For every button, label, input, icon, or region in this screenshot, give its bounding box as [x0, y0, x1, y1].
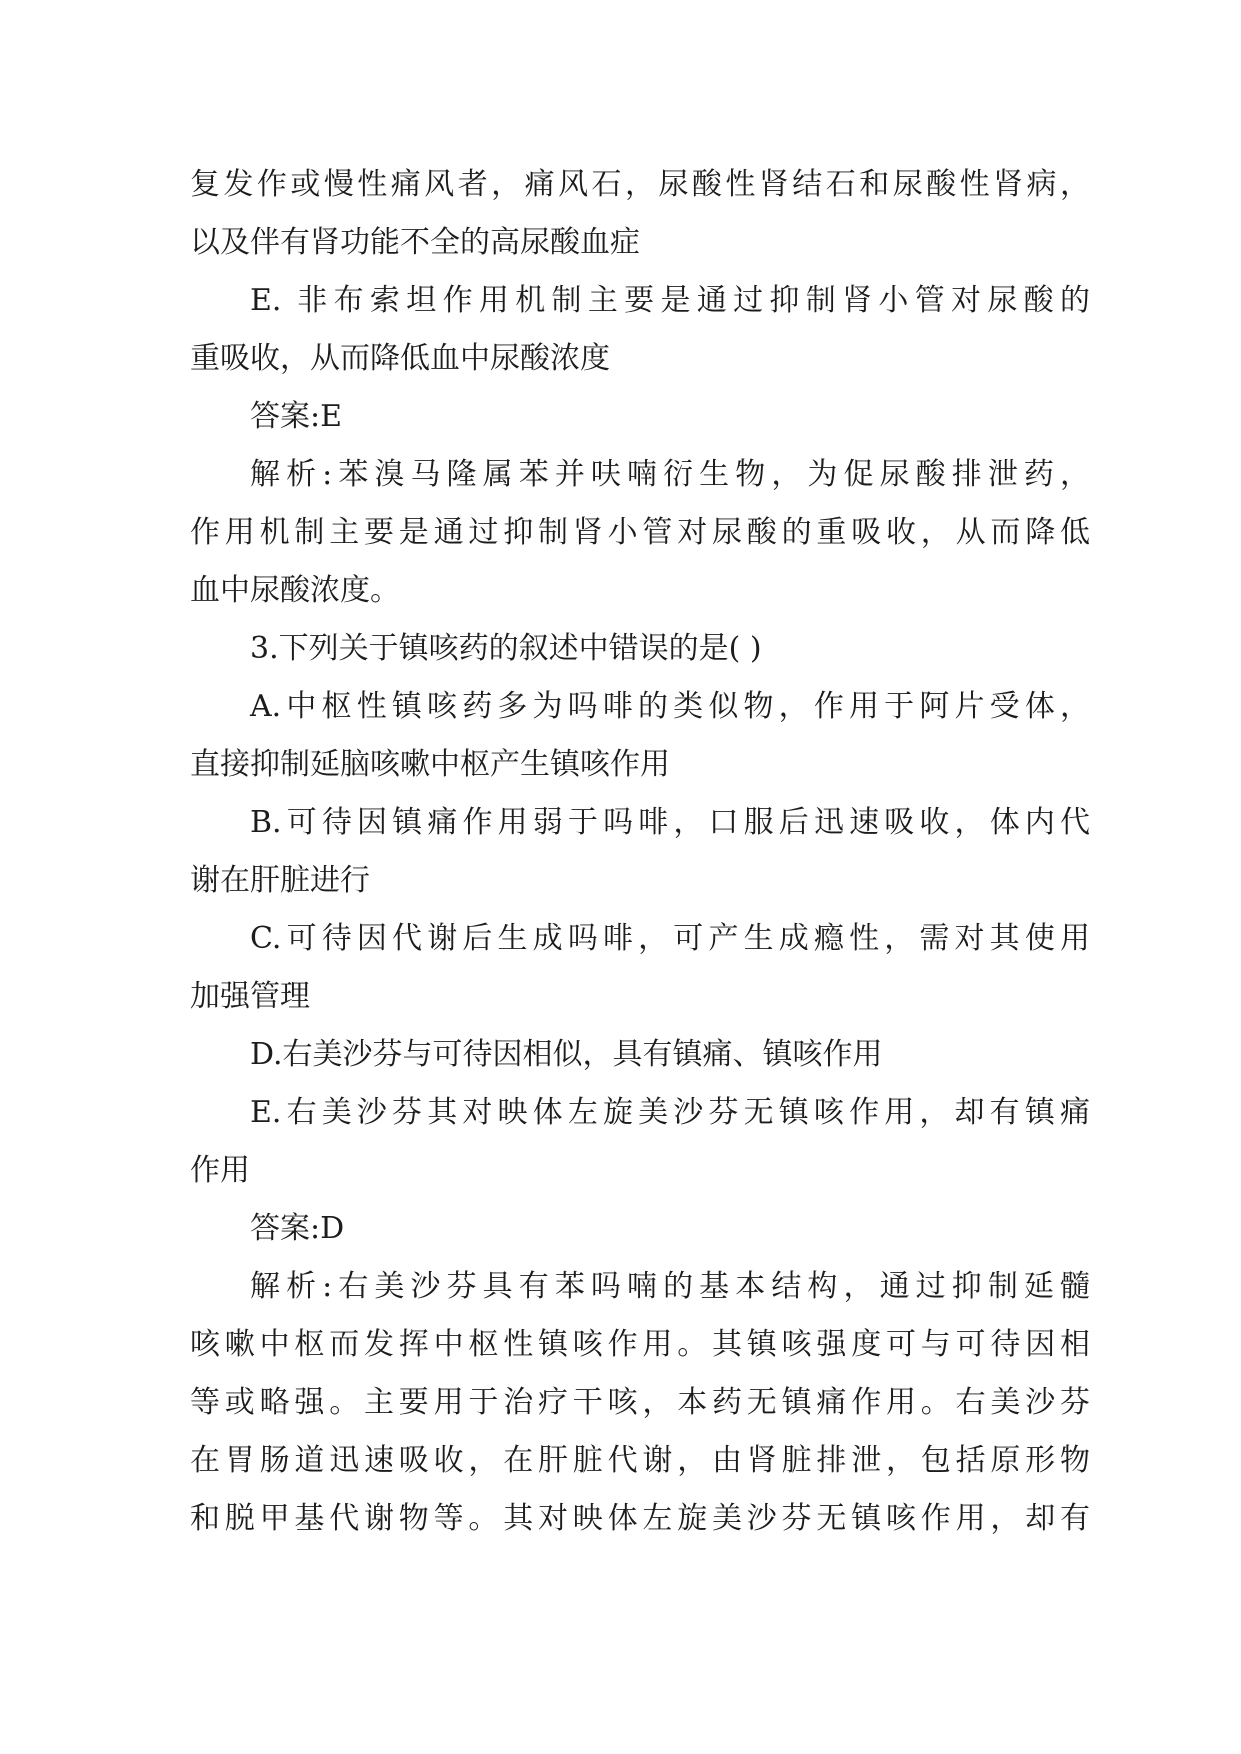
analysis-line: 解析:右美沙芬具有苯吗喃的基本结构，通过抑制延髓: [250, 1269, 1090, 1304]
text-line: 直接抑制延脑咳嗽中枢产生镇咳作用: [190, 747, 670, 782]
text-line: 血中尿酸浓度。: [190, 573, 400, 608]
option-b-line: B.可待因镇痛作用弱于吗啡，口服后迅速吸收，体内代: [250, 805, 1090, 840]
document-body: [190, 156, 1090, 1548]
text-line: 咳嗽中枢而发挥中枢性镇咳作用。其镇咳强度可与可待因相: [190, 1327, 1090, 1362]
text-line: 以及伴有肾功能不全的高尿酸血症: [190, 225, 640, 260]
text-line: 等或略强。主要用于治疗干咳，本药无镇痛作用。右美沙芬: [190, 1385, 1090, 1420]
text-line: 作用机制主要是通过抑制肾小管对尿酸的重吸收，从而降低: [190, 515, 1090, 550]
option-c-line: C.可待因代谢后生成吗啡，可产生成瘾性，需对其使用: [250, 921, 1090, 956]
answer-line: 答案:E: [250, 399, 343, 434]
text-line: 在胃肠道迅速吸收，在肝脏代谢，由肾脏排泄，包括原形物: [190, 1443, 1090, 1478]
text-line: 复发作或慢性痛风者，痛风石，尿酸性肾结石和尿酸性肾病，: [190, 167, 1090, 202]
option-e-line: E. 非布索坦作用机制主要是通过抑制肾小管对尿酸的: [250, 283, 1090, 318]
text-line: 谢在肝脏进行: [190, 863, 370, 898]
question-line: 3.下列关于镇咳药的叙述中错误的是( ): [250, 631, 762, 666]
text-line: 和脱甲基代谢物等。其对映体左旋美沙芬无镇咳作用，却有: [190, 1501, 1090, 1536]
analysis-line: 解析:苯溴马隆属苯并呋喃衍生物，为促尿酸排泄药，: [250, 457, 1090, 492]
option-a-line: A.中枢性镇咳药多为吗啡的类似物，作用于阿片受体，: [250, 689, 1090, 724]
option-d-line: D.右美沙芬与可待因相似，具有镇痛、镇咳作用: [250, 1037, 883, 1072]
answer-line: 答案:D: [250, 1211, 345, 1246]
text-line: 重吸收，从而降低血中尿酸浓度: [190, 341, 610, 376]
text-line: 加强管理: [190, 979, 310, 1014]
text-line: 作用: [190, 1153, 250, 1188]
option-e-line: E.右美沙芬其对映体左旋美沙芬无镇咳作用，却有镇痛: [250, 1095, 1090, 1130]
